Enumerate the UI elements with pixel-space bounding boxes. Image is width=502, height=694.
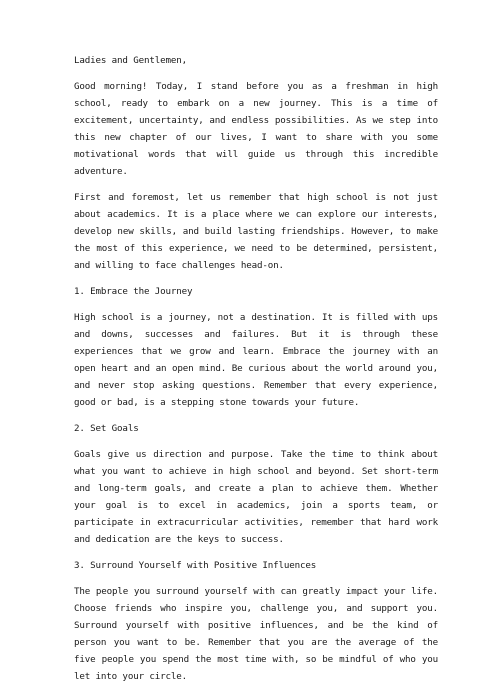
section-heading: 2. Set Goals [74, 423, 139, 434]
first-paragraph: First and foremost, let us remember that high school is not just about academics. It is a place where we can explore our interests, develop new skills, and build lasting friendships. However, to make the most of this experience, we need to be determined, persistent, and willing to face challenges head-on. [74, 192, 438, 271]
salutation: Ladies and Gentlemen, [74, 55, 188, 66]
section-body: The people you surround yourself with can greatly impact your life. Choose friends who inspire you, challenge you, and support you. Surround yourself with positive influences, and be the kind of person you want to be. Remember that you are the average of the five people you spend the most time with, so be mindful of who you let into your circle. [74, 586, 438, 682]
speech-text [74, 52, 438, 694]
section-heading: 3. Surround Yourself with Positive Influences [74, 560, 317, 571]
section-body: Goals give us direction and purpose. Take the time to think about what you want to achieve in high school and beyond. Set short-term and long-term goals, and create a plan to achieve them. Whether your goal is to excel in academics, join a sports team, or participate in extracurricular activities, remember that hard work and dedication are the keys to success. [74, 449, 438, 545]
intro-paragraph: Good morning! Today, I stand before you as a freshman in high school, ready to embark on a new journey. This is a time of excitement, uncertainty, and endless possibilities. As we step into this new chapter of our lives, I want to share with you some motivational words that will guide us through this incredible adventure. [74, 81, 438, 177]
section-heading: 1. Embrace the Journey [74, 286, 193, 297]
section-body: High school is a journey, not a destination. It is filled with ups and downs, successes and failures. But it is through these experiences that we grow and learn. Embrace the journey with an open heart and an open mind. Be curious about the world around you, and never stop asking questions. Remember that every experience, good or bad, is a stepping stone towards your future. [74, 312, 438, 408]
